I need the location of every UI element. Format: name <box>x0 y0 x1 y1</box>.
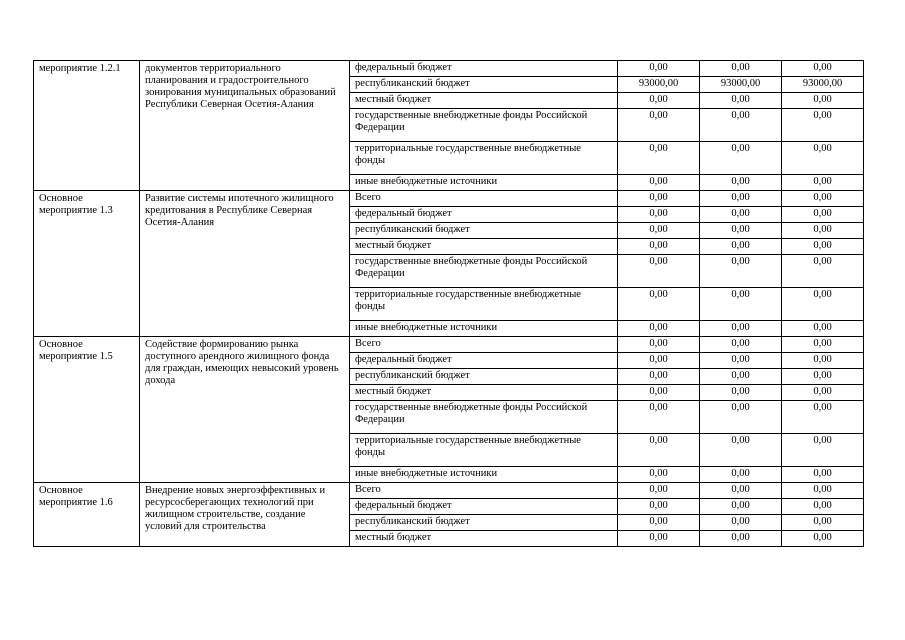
measure-name: Содействие формированию рынка доступного арендного жилищного фонда для граждан, имеющих невысокий уровень дохода <box>140 337 350 483</box>
amount-year-2: 0,00 <box>700 353 782 369</box>
funding-source: территориальные государственные внебюджетные фонды <box>350 142 618 175</box>
amount-year-1: 0,00 <box>618 434 700 467</box>
measure-code: мероприятие 1.2.1 <box>34 61 140 191</box>
funding-source: местный бюджет <box>350 531 618 547</box>
amount-year-3: 0,00 <box>782 369 864 385</box>
funding-source: иные внебюджетные источники <box>350 467 618 483</box>
amount-year-2: 0,00 <box>700 223 782 239</box>
amount-year-3: 0,00 <box>782 499 864 515</box>
funding-source: Всего <box>350 337 618 353</box>
measure-name: документов территориального планирования и градостроительного зонирования муниципальных образований Республики Северная Осетия-Алания <box>140 61 350 191</box>
amount-year-2: 0,00 <box>700 255 782 288</box>
amount-year-1: 0,00 <box>618 109 700 142</box>
table-row <box>34 337 864 353</box>
amount-year-1: 0,00 <box>618 401 700 434</box>
amount-year-3: 0,00 <box>782 337 864 353</box>
funding-source: государственные внебюджетные фонды Российской Федерации <box>350 255 618 288</box>
funding-source: местный бюджет <box>350 93 618 109</box>
amount-year-1: 0,00 <box>618 142 700 175</box>
funding-source: федеральный бюджет <box>350 353 618 369</box>
amount-year-2: 0,00 <box>700 288 782 321</box>
amount-year-3: 0,00 <box>782 515 864 531</box>
funding-source: иные внебюджетные источники <box>350 321 618 337</box>
funding-source: Всего <box>350 191 618 207</box>
amount-year-1: 0,00 <box>618 369 700 385</box>
measure-name: Развитие системы ипотечного жилищного кредитования в Республике Северная Осетия-Алания <box>140 191 350 337</box>
amount-year-2: 0,00 <box>700 175 782 191</box>
amount-year-3: 0,00 <box>782 255 864 288</box>
amount-year-3: 0,00 <box>782 175 864 191</box>
amount-year-1: 0,00 <box>618 175 700 191</box>
amount-year-2: 0,00 <box>700 483 782 499</box>
table-body <box>34 61 864 547</box>
amount-year-2: 0,00 <box>700 93 782 109</box>
measure-code: Основное мероприятие 1.5 <box>34 337 140 483</box>
measure-name: Внедрение новых энергоэффективных и ресурсосберегающих технологий при жилищном строительстве, создание условий для строительства <box>140 483 350 547</box>
amount-year-3: 0,00 <box>782 93 864 109</box>
amount-year-3: 0,00 <box>782 401 864 434</box>
funding-source: государственные внебюджетные фонды Российской Федерации <box>350 401 618 434</box>
funding-source: республиканский бюджет <box>350 77 618 93</box>
amount-year-2: 0,00 <box>700 515 782 531</box>
amount-year-3: 0,00 <box>782 239 864 255</box>
amount-year-2: 0,00 <box>700 369 782 385</box>
amount-year-2: 0,00 <box>700 239 782 255</box>
amount-year-2: 0,00 <box>700 434 782 467</box>
amount-year-1: 0,00 <box>618 61 700 77</box>
amount-year-1: 93000,00 <box>618 77 700 93</box>
amount-year-3: 0,00 <box>782 223 864 239</box>
funding-source: территориальные государственные внебюджетные фонды <box>350 434 618 467</box>
amount-year-1: 0,00 <box>618 288 700 321</box>
amount-year-3: 0,00 <box>782 531 864 547</box>
amount-year-2: 0,00 <box>700 401 782 434</box>
funding-source: федеральный бюджет <box>350 61 618 77</box>
funding-source: республиканский бюджет <box>350 223 618 239</box>
amount-year-3: 0,00 <box>782 321 864 337</box>
amount-year-1: 0,00 <box>618 321 700 337</box>
amount-year-3: 0,00 <box>782 61 864 77</box>
amount-year-1: 0,00 <box>618 515 700 531</box>
amount-year-2: 93000,00 <box>700 77 782 93</box>
funding-source: государственные внебюджетные фонды Российской Федерации <box>350 109 618 142</box>
funding-table <box>33 60 864 547</box>
funding-source: территориальные государственные внебюджетные фонды <box>350 288 618 321</box>
amount-year-3: 0,00 <box>782 483 864 499</box>
funding-source: иные внебюджетные источники <box>350 175 618 191</box>
amount-year-3: 0,00 <box>782 207 864 223</box>
amount-year-3: 93000,00 <box>782 77 864 93</box>
amount-year-1: 0,00 <box>618 499 700 515</box>
table-row <box>34 61 864 77</box>
amount-year-1: 0,00 <box>618 239 700 255</box>
amount-year-2: 0,00 <box>700 337 782 353</box>
amount-year-1: 0,00 <box>618 255 700 288</box>
amount-year-1: 0,00 <box>618 531 700 547</box>
funding-source: республиканский бюджет <box>350 515 618 531</box>
amount-year-1: 0,00 <box>618 207 700 223</box>
funding-source: федеральный бюджет <box>350 207 618 223</box>
amount-year-1: 0,00 <box>618 337 700 353</box>
amount-year-1: 0,00 <box>618 353 700 369</box>
funding-source: местный бюджет <box>350 239 618 255</box>
amount-year-2: 0,00 <box>700 109 782 142</box>
amount-year-2: 0,00 <box>700 531 782 547</box>
measure-code: Основное мероприятие 1.3 <box>34 191 140 337</box>
measure-code: Основное мероприятие 1.6 <box>34 483 140 547</box>
amount-year-3: 0,00 <box>782 385 864 401</box>
amount-year-3: 0,00 <box>782 142 864 175</box>
amount-year-2: 0,00 <box>700 499 782 515</box>
amount-year-3: 0,00 <box>782 191 864 207</box>
table-row <box>34 191 864 207</box>
funding-source: Всего <box>350 483 618 499</box>
amount-year-1: 0,00 <box>618 385 700 401</box>
amount-year-3: 0,00 <box>782 353 864 369</box>
amount-year-2: 0,00 <box>700 191 782 207</box>
amount-year-2: 0,00 <box>700 467 782 483</box>
amount-year-3: 0,00 <box>782 109 864 142</box>
funding-source: федеральный бюджет <box>350 499 618 515</box>
amount-year-1: 0,00 <box>618 191 700 207</box>
amount-year-2: 0,00 <box>700 61 782 77</box>
amount-year-2: 0,00 <box>700 385 782 401</box>
amount-year-1: 0,00 <box>618 223 700 239</box>
table-row <box>34 483 864 499</box>
amount-year-2: 0,00 <box>700 142 782 175</box>
amount-year-3: 0,00 <box>782 288 864 321</box>
amount-year-2: 0,00 <box>700 321 782 337</box>
amount-year-2: 0,00 <box>700 207 782 223</box>
funding-source: местный бюджет <box>350 385 618 401</box>
amount-year-3: 0,00 <box>782 467 864 483</box>
funding-source: республиканский бюджет <box>350 369 618 385</box>
amount-year-3: 0,00 <box>782 434 864 467</box>
amount-year-1: 0,00 <box>618 467 700 483</box>
amount-year-1: 0,00 <box>618 93 700 109</box>
amount-year-1: 0,00 <box>618 483 700 499</box>
